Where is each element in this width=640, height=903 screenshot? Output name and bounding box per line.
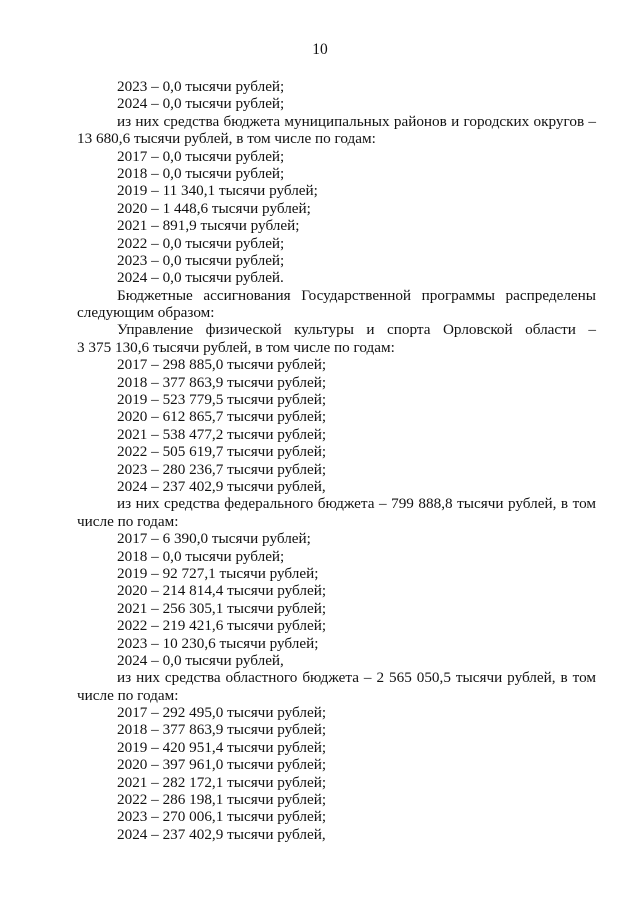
text-line: 2019 – 92 727,1 тысячи рублей;: [117, 564, 319, 582]
text-line: 2017 – 6 390,0 тысячи рублей;: [117, 530, 311, 548]
text-line: 2020 – 397 961,0 тысячи рублей;: [117, 756, 327, 774]
text-line: 2018 – 0,0 тысячи рублей;: [117, 547, 285, 565]
text-line: 2019 – 420 951,4 тысячи рублей;: [117, 738, 327, 756]
text-line: 3 375 130,6 тысячи рублей, в том числе по годам:: [77, 338, 395, 356]
text-line: 2022 – 286 198,1 тысячи рублей;: [117, 791, 327, 809]
text-line: 2020 – 214 814,4 тысячи рублей;: [117, 582, 327, 600]
text-line: из них средства федерального бюджета – 799 888,8 тысячи рублей, в том: [117, 495, 596, 513]
text-line: 2024 – 237 402,9 тысячи рублей,: [117, 477, 326, 495]
text-line: 2024 – 0,0 тысячи рублей,: [117, 651, 284, 669]
text-line: 2019 – 11 340,1 тысячи рублей;: [117, 182, 318, 200]
text-line: 2021 – 256 305,1 тысячи рублей;: [117, 599, 327, 617]
text-line: 2024 – 0,0 тысячи рублей.: [117, 269, 284, 287]
text-line: числе по годам:: [77, 512, 179, 530]
text-line: 2022 – 505 619,7 тысячи рублей;: [117, 443, 327, 461]
document-body: [77, 78, 596, 843]
text-line: 2021 – 282 172,1 тысячи рублей;: [117, 773, 327, 791]
text-line: 2020 – 612 865,7 тысячи рублей;: [117, 408, 327, 426]
text-line: 2017 – 292 495,0 тысячи рублей;: [117, 704, 327, 722]
text-line: 2023 – 270 006,1 тысячи рублей;: [117, 808, 327, 826]
page-number: 10: [312, 41, 328, 58]
text-line: 2018 – 0,0 тысячи рублей;: [117, 164, 285, 182]
text-line: 2021 – 538 477,2 тысячи рублей;: [117, 425, 327, 443]
text-line: 2020 – 1 448,6 тысячи рублей;: [117, 199, 311, 217]
text-line: Управление физической культуры и спорта Орловской области –: [117, 321, 596, 339]
text-line: 2022 – 219 421,6 тысячи рублей;: [117, 617, 327, 635]
text-line: числе по годам:: [77, 686, 179, 704]
text-line: 2023 – 0,0 тысячи рублей;: [117, 78, 285, 95]
text-line: из них средства областного бюджета – 2 565 050,5 тысячи рублей, в том: [117, 669, 596, 687]
text-line: 2017 – 0,0 тысячи рублей;: [117, 147, 285, 165]
text-line: 2023 – 0,0 тысячи рублей;: [117, 251, 285, 269]
text-line: 2024 – 237 402,9 тысячи рублей,: [117, 825, 326, 843]
text-line: 2017 – 298 885,0 тысячи рублей;: [117, 356, 327, 374]
text-line: 2018 – 377 863,9 тысячи рублей;: [117, 373, 327, 391]
text-line: 13 680,6 тысячи рублей, в том числе по годам:: [77, 130, 376, 148]
text-line: 2022 – 0,0 тысячи рублей;: [117, 234, 285, 252]
text-line: из них средства бюджета муниципальных районов и городских округов –: [117, 112, 596, 130]
text-line: Бюджетные ассигнования Государственной программы распределены: [117, 286, 596, 304]
text-line: 2024 – 0,0 тысячи рублей;: [117, 95, 285, 113]
text-line: 2021 – 891,9 тысячи рублей;: [117, 217, 300, 235]
text-line: 2018 – 377 863,9 тысячи рублей;: [117, 721, 327, 739]
text-line: 2019 – 523 779,5 тысячи рублей;: [117, 391, 327, 409]
text-line: 2023 – 10 230,6 тысячи рублей;: [117, 634, 319, 652]
text-line: 2023 – 280 236,7 тысячи рублей;: [117, 460, 327, 478]
text-line: следующим образом:: [77, 304, 215, 322]
